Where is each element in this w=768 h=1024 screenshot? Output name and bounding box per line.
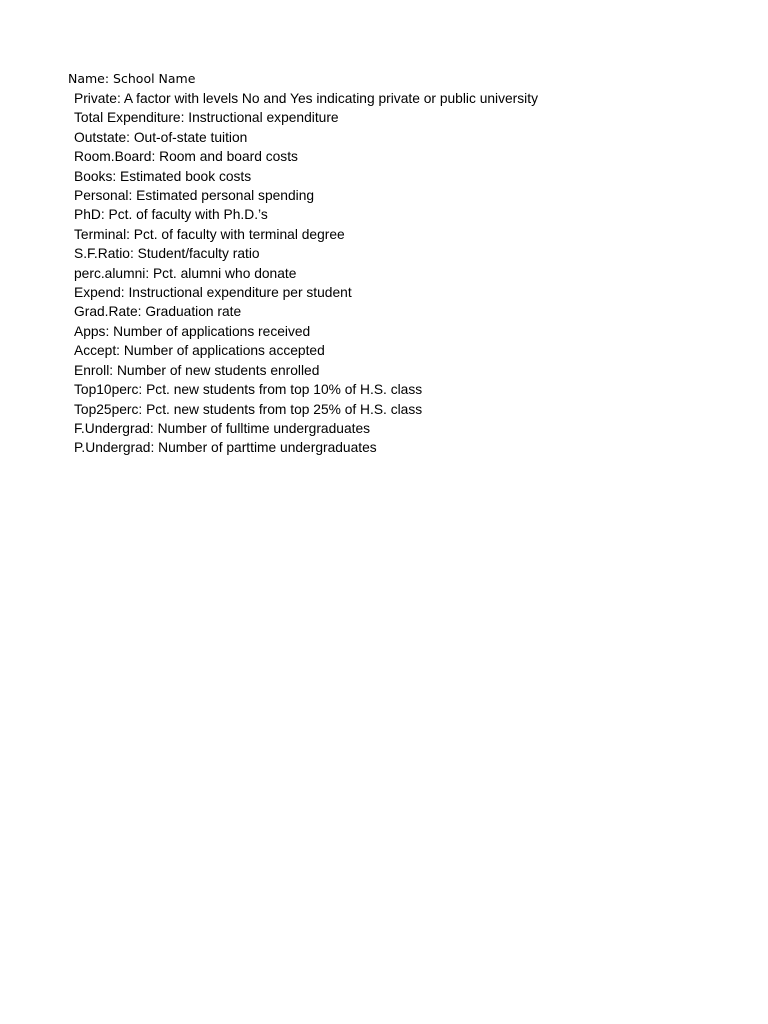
- field-accept: Accept: Number of applications accepted: [74, 343, 325, 359]
- field-phd: PhD: Pct. of faculty with Ph.D.’s: [74, 207, 268, 223]
- field-f-undergrad: F.Undergrad: Number of fulltime undergraduates: [74, 420, 371, 436]
- field-expend: Expend: Instructional expenditure per student: [74, 285, 352, 301]
- field-room-board: Room.Board: Room and board costs: [74, 149, 298, 165]
- field-outstate: Outstate: Out-of-state tuition: [74, 129, 248, 145]
- field-p-undergrad: P.Undergrad: Number of parttime undergraduates: [74, 440, 377, 456]
- name-field-heading: Name: School Name: [68, 71, 196, 86]
- field-top10perc: Top10perc: Pct. new students from top 10% of H.S. class: [74, 382, 423, 398]
- field-perc-alumni: perc.alumni: Pct. alumni who donate: [74, 265, 297, 281]
- field-total-expenditure: Total Expenditure: Instructional expenditure: [74, 110, 339, 126]
- field-sf-ratio: S.F.Ratio: Student/faculty ratio: [74, 246, 260, 262]
- field-apps: Apps: Number of applications received: [74, 323, 311, 339]
- field-grad-rate: Grad.Rate: Graduation rate: [74, 304, 242, 320]
- field-personal: Personal: Estimated personal spending: [74, 188, 315, 204]
- field-books: Books: Estimated book costs: [74, 168, 252, 184]
- field-enroll: Enroll: Number of new students enrolled: [74, 362, 320, 378]
- field-top25perc: Top25perc: Pct. new students from top 25% of H.S. class: [74, 401, 423, 417]
- field-terminal: Terminal: Pct. of faculty with terminal degree: [74, 226, 345, 242]
- field-private: Private: A factor with levels No and Yes indicating private or public university: [74, 91, 538, 106]
- variable-description-list: [74, 89, 538, 458]
